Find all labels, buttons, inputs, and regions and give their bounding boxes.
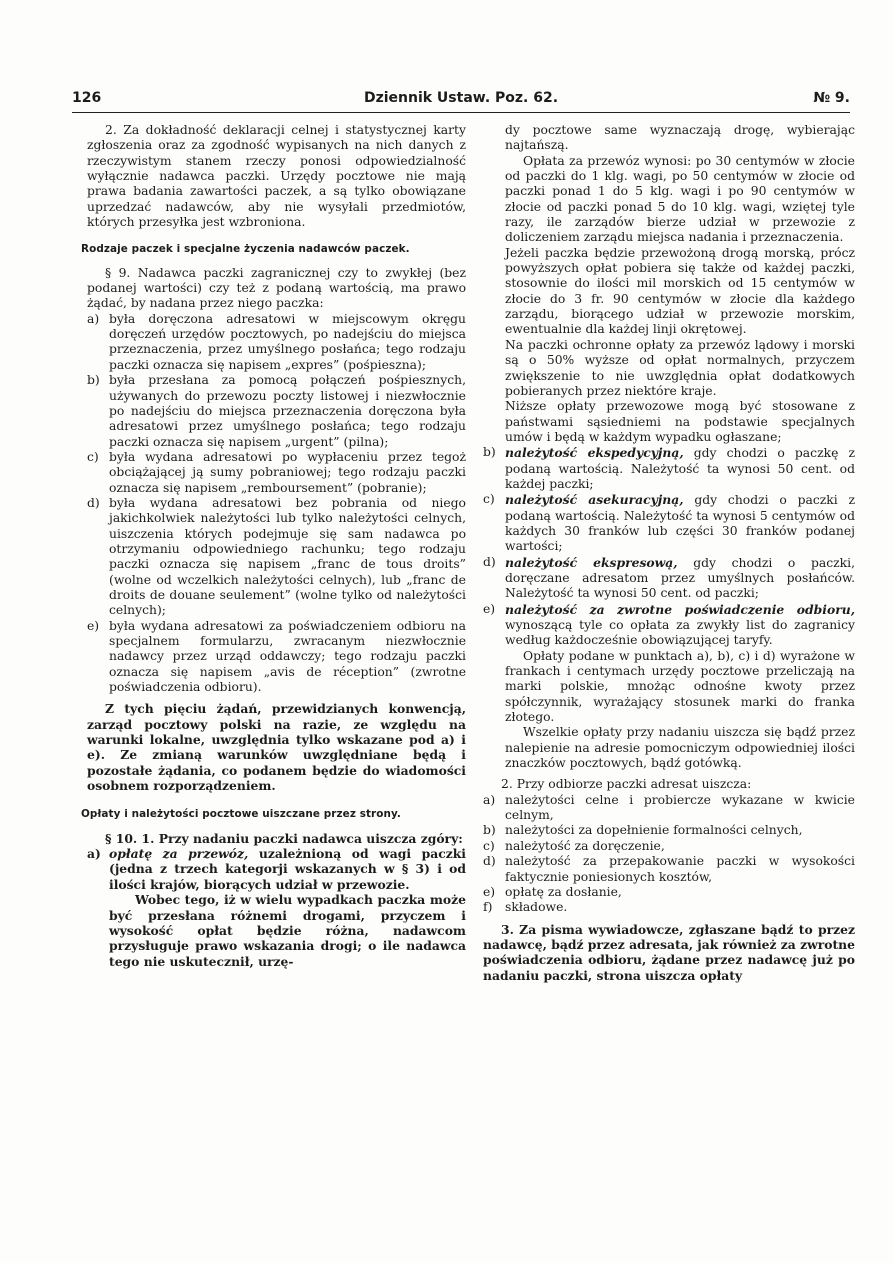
list-text: składowe. <box>505 900 568 915</box>
list-item <box>483 602 855 649</box>
list-item <box>483 885 855 900</box>
paragraph-oplaty-podane: Opłaty podane w punktach a), b), c) i d) wyrażone w frankach i centymach urzędy pocztowe przeliczają na marki polskie, mnożąc odnośne kwoty przez spółczynnik, wyrażający stosunek marki do franka złotego. <box>505 648 855 725</box>
emphasis-term: należytość za zwrotne poświadczenie odbioru, <box>505 601 855 617</box>
section-heading-rodzaje: Rodzaje paczek i specjalne życzenia nadawców paczek. <box>81 243 410 256</box>
emphasis-term: należytość ekspedycyjną, <box>505 445 684 461</box>
list-item <box>483 900 855 915</box>
paragraph-jezeli: Jeżeli paczka będzie przewożoną drogą morską, prócz powyższych opłat pobiera się także od każdej paczki, stosownie do ilości mil morskich od 15 centymów w złocie do 3 fr. 90 centymów w złocie dla każdego zarządu, biorącego udział w przewozie morskim, ewentualnie dla każdej linji okrętowej. <box>505 245 855 337</box>
fees-list <box>483 445 855 648</box>
left-column <box>81 123 466 969</box>
list-item <box>483 555 855 602</box>
list-label: b) <box>483 823 496 838</box>
paragraph-2-odbior: 2. Przy odbiorze paczki adresat uiszcza: <box>501 777 752 792</box>
list-item <box>87 312 466 373</box>
paragraph-s10: § 10. 1. Przy nadaniu paczki nadawca uiszcza zgóry: <box>105 830 463 846</box>
list-text: była doręczona adresatowi w miejscowym okręgu doręczeń urzędów pocztowych, po nadejściu do miejsca przeznaczenia, przez umyślnego posłańca; tego rodzaju paczki oznacza się napisem „expres” (pośpieszna); <box>109 311 466 372</box>
list-text-body: gdy chodzi o paczki z podaną wartością. Należytość ta wynosi 5 centymów od każdych 30 franków lub części 30 franków podanej wartości; <box>505 493 855 554</box>
s9-list <box>87 312 466 696</box>
list-text: była wydana adresatowi bez pobrania od niego jakichkolwiek należytości lub tylko należytości celnych, uiszczenia których podejmuje się sam nadawca po otrzymaniu odpowiedniego rachunku; tego rodzaju paczki oznacza się napisem „franc de tous droits” (wolne od wczelkich należytości celnych), lub „franc de droits de douane seulement” (wolne tylko od należytości celnych); <box>109 495 466 618</box>
paragraph-3: 3. Za pisma wywiadowcze, zgłaszane bądź to przez nadawcę, bądź przez adresata, jak również za zwrotne poświadczenia odbioru, żądane przez nadawcę już po nadaniu paczki, strona uiszcza opłaty <box>483 921 856 983</box>
list-text <box>505 555 855 602</box>
list-label: a) <box>87 311 100 326</box>
list-item <box>483 445 855 492</box>
list-text: opłatę za dosłanie, <box>505 884 622 899</box>
list-label: f) <box>483 900 493 915</box>
paragraph-wszelkie: Wszelkie opłaty przy nadaniu uiszcza się bądź przez nalepienie na adresie pomocniczym odpowiedniej ilości znaczków pocztowych, bądź gotówką. <box>505 725 855 771</box>
list-label: e) <box>483 601 496 616</box>
list-label: e) <box>87 618 100 633</box>
list-item <box>483 793 855 824</box>
issue-number: № 9. <box>813 90 850 106</box>
paragraph-nizsze: Niższe opłaty przewozowe mogą być stosowane z państwami sąsiedniemi na podstawie specjalnych umów i będą w każdym wypadku ogłaszane; <box>505 399 855 444</box>
list-text: była wydana adresatowi za poświadczeniem odbioru na specjalnem formularzu, zwracanym niezwłocznie nadawcy przez urząd oddawczy; tego rodzaju paczki oznacza się napisem „avis de réception” (zwrotne poświadczenia odbioru). <box>109 618 466 695</box>
paragraph-na-paczki: Na paczki ochronne opłaty za przewóz lądowy i morski są o 50% wyższe od opłat normalnych, przyczem zwiększenie to nie uwzględnia opłat dodatkowych pobieranych przez niektóre kraje. <box>505 337 855 398</box>
emphasis-term: należytość asekuracyjną, <box>505 492 684 508</box>
paragraph-s9: § 9. Nadawca paczki zagranicznej czy to zwykłej (bez podanej wartości) czy też z podaną wartością, ma prawo żądać, by nadana przez niego paczka: <box>87 265 466 311</box>
list-item <box>87 619 466 696</box>
list-item <box>483 823 855 838</box>
list-label: d) <box>483 854 496 869</box>
list-text: należytość za doręczenie, <box>505 838 665 853</box>
list-text: była przesłana za pomocą połączeń pośpiesznych, używanych do przewozu poczty listowej i niezwłocznie po nadejściu do miejsca przeznaczenia doręczona była adresatowi przez umyślnego posłańca; tego rodzaju paczki oznacza się napisem „urgent” (pilna); <box>109 373 466 449</box>
list-text <box>505 445 855 492</box>
list-item <box>87 496 466 619</box>
list-text <box>505 492 855 554</box>
list-label: b) <box>87 373 100 388</box>
list-text: należytość za przepakowanie paczki w wysokości faktycznie poniesionych kosztów, <box>505 854 855 884</box>
list-text: należytości celne i probiercze wykazane w kwicie celnym, <box>505 792 855 823</box>
list-label: c) <box>483 492 495 507</box>
right-column <box>483 123 855 983</box>
list-item <box>483 854 855 885</box>
paragraph-2: 2. Za dokładność deklaracji celnej i statystycznej karty zgłoszenia oraz za zgodność wypisanych na nich danych z rzeczywistym stanem rzeczy ponosi odpowiedzialność wyłącznie nadawca paczki. Urzędy pocztowe nie mają prawa badania zawartości paczek, a są tylko obowiązane uprzedzać nadawców, aby nie wysyłali przedmiotów, których przesyłka jest wzbroniona. <box>87 123 466 230</box>
page-header <box>72 88 850 113</box>
list-item <box>483 492 855 554</box>
list-label: d) <box>87 495 100 510</box>
list-item-a <box>87 846 466 892</box>
list-label: b) <box>483 445 496 460</box>
right-a-continuation <box>483 123 855 445</box>
list-text-body: uzależnioną od wagi paczki (jedna z trzech kategorji wskazanych w § 3) i od ilości krajów, biorących udział w przewozie. <box>109 846 466 892</box>
list-text <box>505 602 855 649</box>
right-notes <box>483 649 855 772</box>
paragraph-continuation: dy pocztowe same wyznaczają drogę, wybierając najtańszą. <box>505 123 855 153</box>
paragraph-oplata: Opłata za przewóz wynosi: po 30 centymów w złocie od paczki do 1 klg. wagi, po 50 centymów w złocie od paczki ponad 1 do 5 klg. wagi i po 90 centymów w złocie od paczki ponad 5 do 10 klg. wagi, wziętej tyle razy, ile zarządów bierze udział w przewozie z doliczeniem zarządu miejsca nadania i przeznaczenia. <box>505 153 855 245</box>
emphasis-term: opłatę za przewóz, <box>109 846 249 862</box>
emphasis-term: należytość ekspresową, <box>505 554 678 570</box>
list-text-body: gdy chodzi o paczkę z podaną wartością. Należytość ta wynosi 50 cent. od każdej paczki; <box>505 446 855 491</box>
list-text <box>109 846 466 892</box>
list-label: a) <box>483 792 496 807</box>
list-text: należytości za dopełnienie formalności celnych, <box>505 823 803 838</box>
list-text-body: gdy chodzi o paczki, doręczane adresatom przez umyślnych posłańców. Należytość ta wynosi 50 cent. od paczki; <box>505 555 855 601</box>
list-label: d) <box>483 554 496 569</box>
section-heading-oplaty: Opłaty i należytości pocztowe uiszczane przez strony. <box>81 808 401 821</box>
list-label: a) <box>87 846 101 862</box>
page-number: 126 <box>72 90 102 106</box>
list-label: c) <box>87 449 99 464</box>
list-text-body: wynoszącą tyle co opłata za zwykły list do zagranicy według każdocześnie obowiązującej taryfy. <box>505 618 855 648</box>
journal-title: Dziennik Ustaw. Poz. 62. <box>363 90 559 106</box>
list-item <box>87 450 466 496</box>
paragraph-wobec: Wobec tego, iż w wielu wypadkach paczka może być przesłana różnemi drogami, przyczem i wysokość opłat będzie różna, nadawcom przysługuje prawo wskazania drogi; o ile nadawca tego nie uskutecznił, urzę- <box>109 892 466 969</box>
paragraph-z-tych: Z tych pięciu żądań, przewidzianych konwencją, zarząd pocztowy polski na razie, ze względu na warunki lokalne, uwzględnia tylko wskazane pod a) i e). Ze zmianą warunków uwzględniane będą i pozostałe żądania, co podanem będzie do wiadomości osobnem rozporządzeniem. <box>87 701 466 794</box>
receipt-fees-list <box>483 793 855 916</box>
list-label: c) <box>483 838 495 853</box>
list-text: była wydana adresatowi po wypłaceniu przez tegoż obciążającej ją sumy pobraniowej; tego rodzaju paczki oznacza się napisem „remboursement” (pobranie); <box>109 449 466 495</box>
list-item <box>87 373 466 450</box>
list-label: e) <box>483 884 496 899</box>
list-item <box>483 839 855 854</box>
